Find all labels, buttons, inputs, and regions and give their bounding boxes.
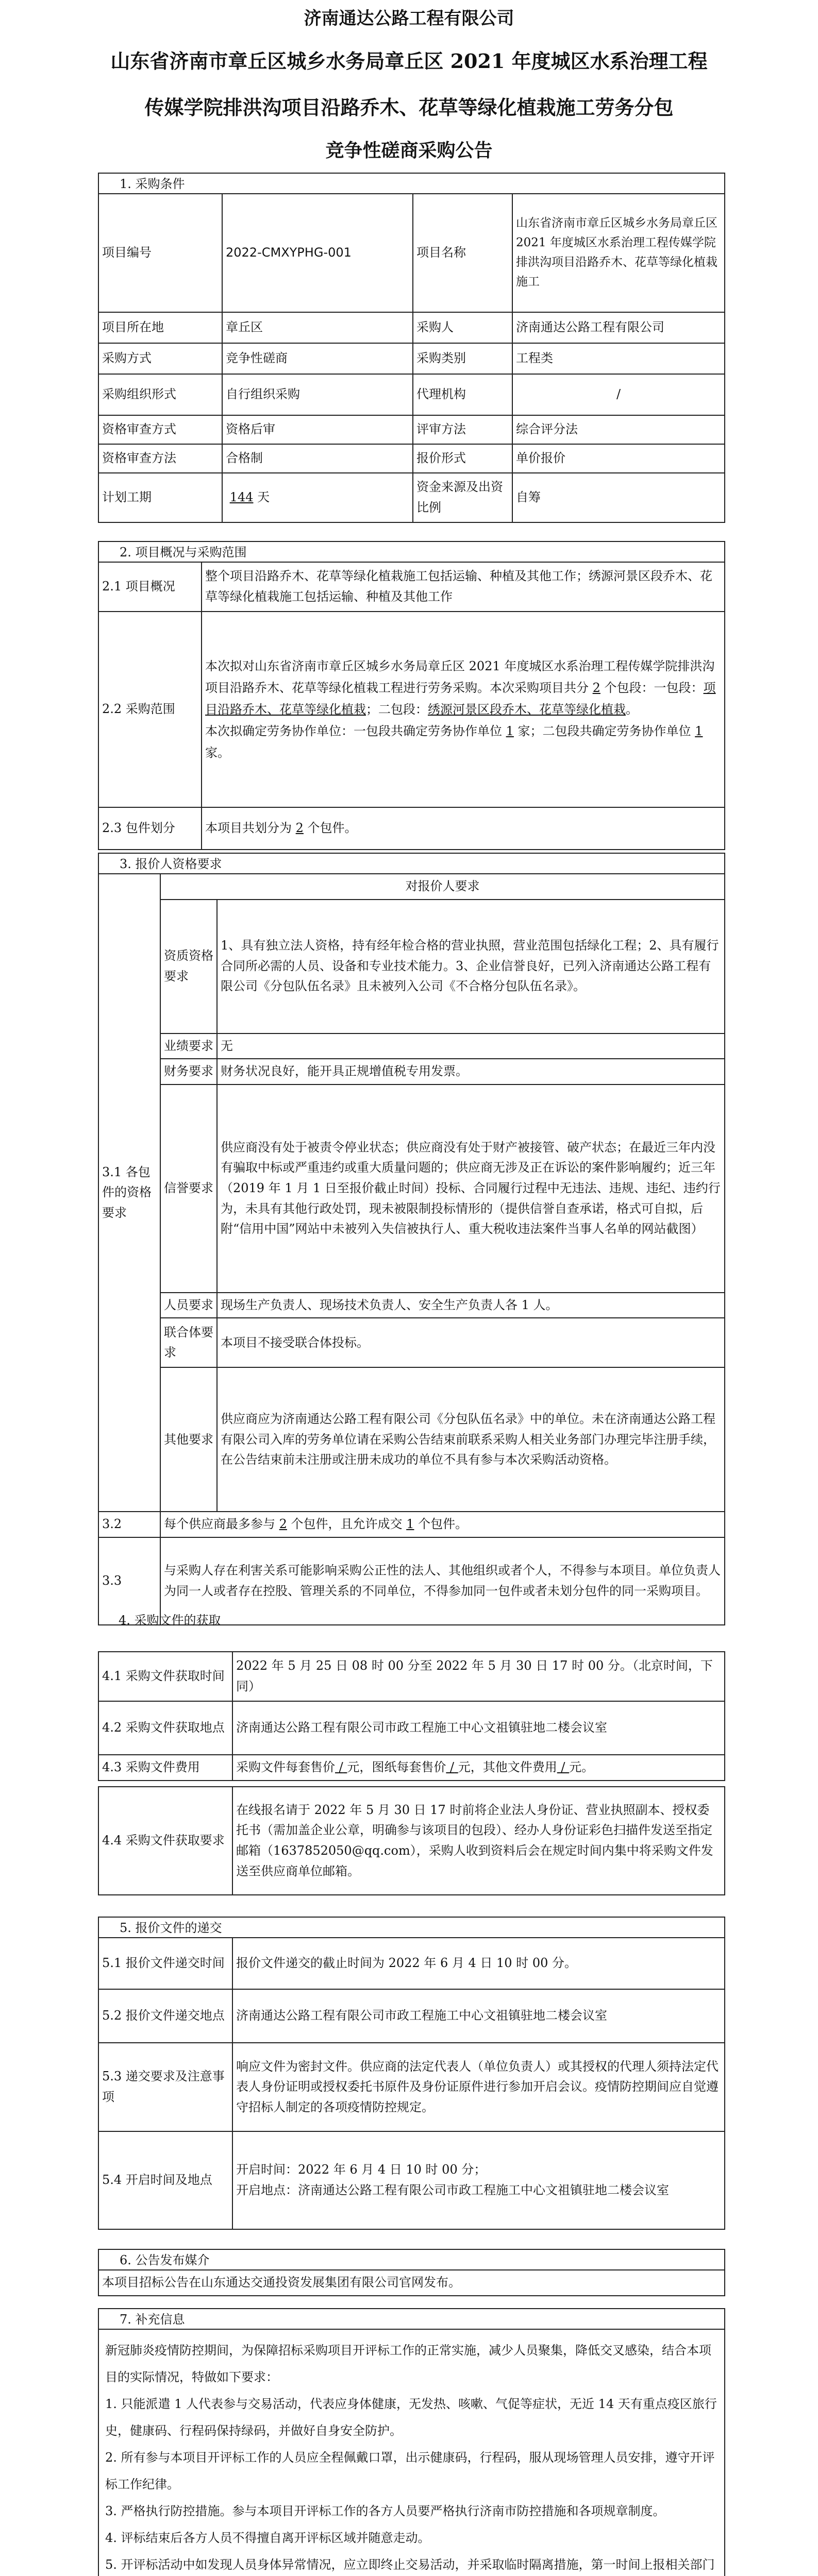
label-location: 项目所在地 (98, 312, 222, 343)
fee-text-2: 元，图纸每套售价 (347, 1760, 446, 1775)
scope-text-a2: 个包段：一包段： (600, 681, 704, 695)
scope-text-a: 本次拟对山东省济南市章丘区城乡水务局章丘区 2021 年度城区水系治理工程传媒学院排洪沟项目沿路乔木、花草等绿化植栽工程进行劳务采购。本次采购项目共分 (205, 659, 715, 695)
r32-text-b: 个包件，且允许成交 (287, 1517, 407, 1532)
section-heading: 4. 采购文件的获取 (119, 1613, 221, 1628)
r32-text-a: 每个供应商最多参与 (164, 1517, 279, 1532)
title-line-3: 竞争性磋商采购公告 (325, 140, 493, 161)
fee-drawing-value: / (450, 1760, 455, 1775)
label-acq-time: 4.1 采购文件获取时间 (98, 1652, 232, 1701)
value-project-name: 山东省济南市章丘区城乡水务局章丘区 2021 年度城区水系治理工程传媒学院排洪沟项目沿路乔木、花草等绿化植栽施工 (512, 194, 725, 312)
period-unit: 天 (257, 490, 270, 505)
scope-text-b3: 家。 (205, 745, 230, 760)
scope-package-1: 项目沿路乔木、花草等绿化植栽 (205, 681, 716, 717)
req-text: 供应商应为济南通达公路工程有限公司《分包队伍名录》中的单位。未在济南通达公路工程有限公司入库的劳务单位请在采购公告结束前联系采购人相关业务部门办理完毕注册手续，在公告结束前未注册或注册未成功的单位不具有参与本次采购活动资格。 (217, 1367, 725, 1512)
acquisition-table (98, 1651, 725, 1781)
label-opening: 5.4 开启时间及地点 (98, 2131, 232, 2229)
value-quote-form: 单价报价 (512, 444, 725, 473)
company-name: 济南通达公路工程有限公司 (304, 8, 514, 29)
label-3-2: 3.2 (98, 1512, 160, 1537)
req-text: 供应商没有处于被责令停业状态；供应商没有处于财产被接管、破产状态；在最近三年内没有骗取中标或严重违约或重大质量问题的；供应商无涉及正在诉讼的案件影响履约；近三年（2019 年 1 月 1 日至报价截止时间）投标、合同履行过程中无违法、违规、违纪、违约行为，未具有其他行政处罚，现未被限制投标情形的（提供信誉自查承诺，格式可自拟，后附“信用中国”网站中未被列入失信被执行人、重大税收违法案件当事人名单的网站截图） (217, 1084, 725, 1293)
req-label: 资质资格要求 (160, 900, 217, 1033)
value-agency: / (512, 374, 725, 415)
label-sub-place: 5.2 报价文件递交地点 (98, 1989, 232, 2043)
scope-units-2: 1 (695, 724, 703, 738)
label-project-no: 项目编号 (98, 194, 222, 312)
req-label: 业绩要求 (160, 1033, 217, 1059)
label-sub-req: 5.3 递交要求及注意事项 (98, 2043, 232, 2131)
value-category: 工程类 (512, 343, 725, 374)
value-opening (232, 2131, 725, 2229)
section-heading: 6. 公告发布媒介 (98, 2249, 725, 2269)
scope-text-b1: 本次拟确定劳务协作单位：一包段共确定劳务协作单位 (205, 724, 506, 738)
label-agency: 代理机构 (413, 374, 512, 415)
value-qual-req: 合格制 (222, 444, 413, 473)
supp-para: 5. 开评标活动中如发现人员身体异常情况，应立即终止交易活动，并采取临时隔离措施，第一时间上报相关部门 (105, 2557, 715, 2572)
r32-award-packages: 1 (406, 1517, 414, 1532)
value-3-3: 与采购人存在利害关系可能影响采购公正性的法人、其他组织或者个人，不得参与本项目。单位负责人为同一人或者存在控股、管理关系的不同单位，不得参加同一包件或者未划分包件的同一采购项目。 (160, 1537, 725, 1625)
value-fund: 自筹 (512, 473, 725, 522)
section-qualifications (98, 853, 725, 1625)
label-packages: 2.3 包件划分 (98, 807, 202, 850)
value-acq-req: 在线报名请于 2022 年 5 月 30 日 17 时前将企业法人身份证、营业执照副本、授权委托书（需加盖企业公章，明确参与该项目的包段）、经办人身份证彩色扫描件发送至指定邮箱（1637852050@qq.com），采购人收到资料后会在规定时间内集中将采购文件发送至供应商单位邮箱。 (232, 1787, 725, 1895)
scope-text-end: 。 (626, 702, 638, 717)
title-line-1: 山东省济南市章丘区城乡水务局章丘区 2021 年度城区水系治理工程 (110, 49, 708, 73)
req-label: 其他要求 (160, 1367, 217, 1512)
value-acq-time: 2022 年 5 月 25 日 08 时 00 分至 2022 年 5 月 30 日 17 时 00 分。（北京时间，下同） (232, 1652, 725, 1701)
section-submission (98, 1917, 725, 2230)
label-acq-fee: 4.3 采购文件费用 (98, 1755, 232, 1781)
period-number: 144 (229, 490, 254, 505)
section-project-overview (98, 541, 725, 850)
value-acq-place: 济南通达公路工程有限公司市政工程施工中心文祖镇驻地二楼会议室 (232, 1701, 725, 1755)
title-line-2: 传媒学院排洪沟项目沿路乔木、花草等绿化植栽施工劳务分包 (144, 96, 674, 119)
req-text: 财务状况良好，能开具正规增值税专用发票。 (217, 1059, 725, 1084)
label-category: 采购类别 (413, 343, 512, 374)
value-acq-fee (232, 1755, 725, 1781)
value-sub-place: 济南通达公路工程有限公司市政工程施工中心文祖镇驻地二楼会议室 (232, 1989, 725, 2043)
label-fund: 资金来源及出资比例 (413, 473, 512, 522)
fee-text-4: 元。 (569, 1760, 594, 1775)
label-buyer: 采购人 (413, 312, 512, 343)
label-sub-time: 5.1 报价文件递交时间 (98, 1938, 232, 1989)
section-heading: 3. 报价人资格要求 (98, 853, 725, 873)
label-scope: 2.2 采购范围 (98, 612, 202, 807)
value-method: 竞争性磋商 (222, 343, 413, 374)
req-label: 联合体要求 (160, 1318, 217, 1367)
req-text: 无 (217, 1033, 725, 1059)
section-media (98, 2249, 725, 2296)
section-heading: 5. 报价文件的递交 (98, 1917, 725, 1937)
label-package-qual: 3.1 各包件的资格要求 (98, 874, 160, 1512)
scope-units-1: 1 (506, 724, 514, 738)
label-acq-req: 4.4 采购文件获取要求 (98, 1787, 232, 1895)
r32-max-packages: 2 (279, 1517, 287, 1532)
req-text: 现场生产负责人、现场技术负责人、安全生产负责人各 1 人。 (217, 1293, 725, 1318)
conditions-table (98, 193, 725, 523)
label-quote-form: 报价形式 (413, 444, 512, 473)
scope-text-mid: ；二包段： (366, 702, 428, 717)
supp-para: 1. 只能派遣 1 人代表参与交易活动，代表应身体健康，无发热、咳嗽、气促等症状，无近 14 天有重点疫区旅行史，健康码、行程码保持绿码，并做好自身安全防护。 (105, 2397, 717, 2438)
req-label: 信誉要求 (160, 1084, 217, 1293)
packages-text-a: 本项目共划分为 (205, 821, 296, 836)
acquisition-req-table (98, 1786, 725, 1895)
overview-table (98, 562, 725, 850)
value-overview: 整个项目沿路乔木、花草等绿化植栽施工包括运输、种植及其他工作；绣源河景区段乔木、花草等绿化植栽施工包括运输、种植及其他工作 (202, 562, 725, 612)
section-heading: 7. 补充信息 (98, 2308, 725, 2329)
fee-text-1: 采购文件每套售价 (236, 1760, 335, 1775)
fee-doc-value: / (339, 1760, 343, 1775)
supp-para: 2. 所有参与本项目开评标工作的人员应全程佩戴口罩，出示健康码，行程码，服从现场管理人员安排，遵守开评标工作纪律。 (105, 2450, 715, 2492)
packages-text-b: 个包件。 (303, 821, 357, 836)
value-scope (202, 612, 725, 807)
label-period: 计划工期 (98, 473, 222, 522)
opening-time: 开启时间：2022 年 6 月 4 日 10 时 00 分； (236, 2162, 487, 2177)
label-qual-req: 资格审查方法 (98, 444, 222, 473)
value-packages (202, 807, 725, 850)
value-project-no: 2022-CMXYPHG-001 (222, 194, 413, 312)
value-3-2 (160, 1512, 725, 1537)
label-method: 采购方式 (98, 343, 222, 374)
section-doc-acquisition (98, 1610, 725, 1895)
supp-para: 4. 评标结束后各方人员不得擅自离开评标区域并随意走动。 (105, 2531, 430, 2545)
section-procurement-conditions (98, 173, 725, 523)
req-text: 本项目不接受联合体投标。 (217, 1318, 725, 1367)
packages-count: 2 (295, 821, 304, 836)
media-table (98, 2269, 725, 2296)
value-qual-method: 资格后审 (222, 415, 413, 444)
value-buyer: 济南通达公路工程有限公司 (512, 312, 725, 343)
scope-package-2: 绣源河景区段乔木、花草等绿化植栽 (428, 702, 626, 717)
label-org-form: 采购组织形式 (98, 374, 222, 415)
scope-package-count: 2 (592, 681, 600, 695)
fee-text-3: 元，其他文件费用 (458, 1760, 557, 1775)
label-qual-method: 资格审查方式 (98, 415, 222, 444)
label-acq-place: 4.2 采购文件获取地点 (98, 1701, 232, 1755)
supplementary-table (98, 2329, 725, 2576)
value-location: 章丘区 (222, 312, 413, 343)
value-period (222, 473, 413, 522)
fee-doc-price (335, 1760, 347, 1774)
label-overview: 2.1 项目概况 (98, 562, 202, 612)
media-text: 本项目招标公告在山东通达交通投资发展集团有限公司官网发布。 (98, 2270, 725, 2296)
supp-para: 3. 严格执行防控措施。参与本项目开评标工作的各方人员要严格执行济南市防控措施和各项规章制度。 (105, 2504, 665, 2518)
scope-text-b2: 家；二包段共确定劳务协作单位 (513, 724, 695, 738)
supp-para: 新冠肺炎疫情防控期间，为保障招标采购项目开评标工作的正常实施，减少人员聚集，降低交叉感染，结合本项目的实际情况，特做如下要求： (105, 2343, 711, 2384)
value-sub-time: 报价文件递交的截止时间为 2022 年 6 月 4 日 10 时 00 分。 (232, 1938, 725, 1989)
value-eval-method: 综合评分法 (512, 415, 725, 444)
r32-text-c: 个包件。 (414, 1517, 468, 1532)
value-sub-req: 响应文件为密封文件。供应商的法定代表人（单位负责人）或其授权的代理人须持法定代表人身份证明或授权委托书原件及身份证原件进行参加开启会议。疫情防控期间应自觉遵守招标人制定的各项疫情防控规定。 (232, 2043, 725, 2131)
req-label: 人员要求 (160, 1293, 217, 1318)
req-text: 1、具有独立法人资格，持有经年检合格的营业执照，营业范围包括绿化工程；2、具有履行合同所必需的人员、设备和专业技术能力。3、企业信誉良好，已列入济南通达公路工程有限公司《分包队伍名录》且未被列入公司《不合格分包队伍名录》。 (217, 900, 725, 1033)
label-3-3: 3.3 (98, 1537, 160, 1625)
col-header-requirements: 对报价人要求 (160, 874, 725, 900)
section-heading: 2. 项目概况与采购范围 (98, 541, 725, 562)
submission-table (98, 1937, 725, 2230)
section-supplementary (98, 2308, 725, 2576)
supplementary-body (98, 2329, 725, 2576)
label-project-name: 项目名称 (413, 194, 512, 312)
qualifications-table (98, 873, 725, 1625)
fee-drawing-price (446, 1760, 458, 1774)
section-heading: 1. 采购条件 (98, 173, 725, 193)
value-org-form: 自行组织采购 (222, 374, 413, 415)
req-label: 财务要求 (160, 1059, 217, 1084)
label-eval-method: 评审方法 (413, 415, 512, 444)
fee-other-price (557, 1760, 569, 1774)
fee-other-value: / (561, 1760, 565, 1775)
opening-place: 开启地点：济南通达公路工程有限公司市政工程施工中心文祖镇驻地二楼会议室 (236, 2183, 669, 2197)
